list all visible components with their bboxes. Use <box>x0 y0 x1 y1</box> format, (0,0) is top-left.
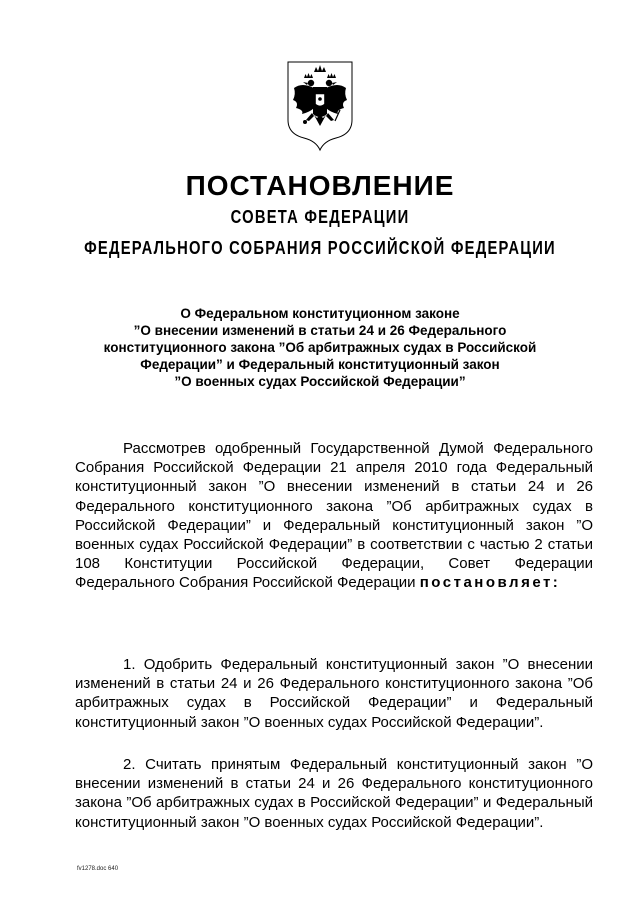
preamble-paragraph <box>75 439 593 593</box>
subject-line: Федерации” и Федеральный конституционный закон <box>140 357 500 372</box>
document-subtitle-council: СОВЕТА ФЕДЕРАЦИИ <box>230 207 410 227</box>
footer-file-code: fv1278.doc 640 <box>77 866 119 872</box>
resolution-item-1: 1. Одобрить Федеральный конституционный закон ”О внесении изменений в статьи 24 и 26 Федерального конституционного закона ”Об арбитражных судах в Российской Федерации” и Федеральный конституционный закон ”О военных судах Российской Федерации”. <box>75 656 593 731</box>
subject-line: О Федеральном конституционном законе <box>180 306 460 321</box>
preamble-text: Рассмотрев одобренный Государственной Думой Федерального Собрания Российской Федерации 21 апреля 2010 года Федеральный конституционный закон ”О внесении изменений в статьи 24 и 26 Федерального конституционного закона ”Об арбитражных судах в Российской Федерации” и Федеральный конституционный закон ”О военных судах Российской Федерации” в соответствии с частью 2 статьи 108 Конституции Российской Федерации, Совет Федерации Федерального Собрания Российской Федерации <box>75 440 593 592</box>
resolution-item-2: 2. Считать принятым Федеральный конституционный закон ”О внесении изменений в статьи 24 и 26 Федерального конституционного закона ”Об арбитражных судах в Российской Федерации” и Федеральный конституционный закон ”О военных судах Российской Федерации”. <box>75 756 593 831</box>
subject-line: ”О внесении изменений в статьи 24 и 26 Федерального <box>133 323 507 338</box>
document-subtitle-assembly: ФЕДЕРАЛЬНОГО СОБРАНИЯ РОССИЙСКОЙ ФЕДЕРАЦИИ <box>84 238 556 258</box>
document-subject <box>60 305 580 390</box>
coat-of-arms-icon <box>284 58 356 152</box>
resolves-word: постановляет: <box>419 574 561 592</box>
subject-line: ”О военных судах Российской Федерации” <box>174 374 466 389</box>
subject-line: конституционного закона ”Об арбитражных судах в Российской <box>103 340 537 355</box>
document-title: ПОСТАНОВЛЕНИЕ <box>185 170 455 201</box>
